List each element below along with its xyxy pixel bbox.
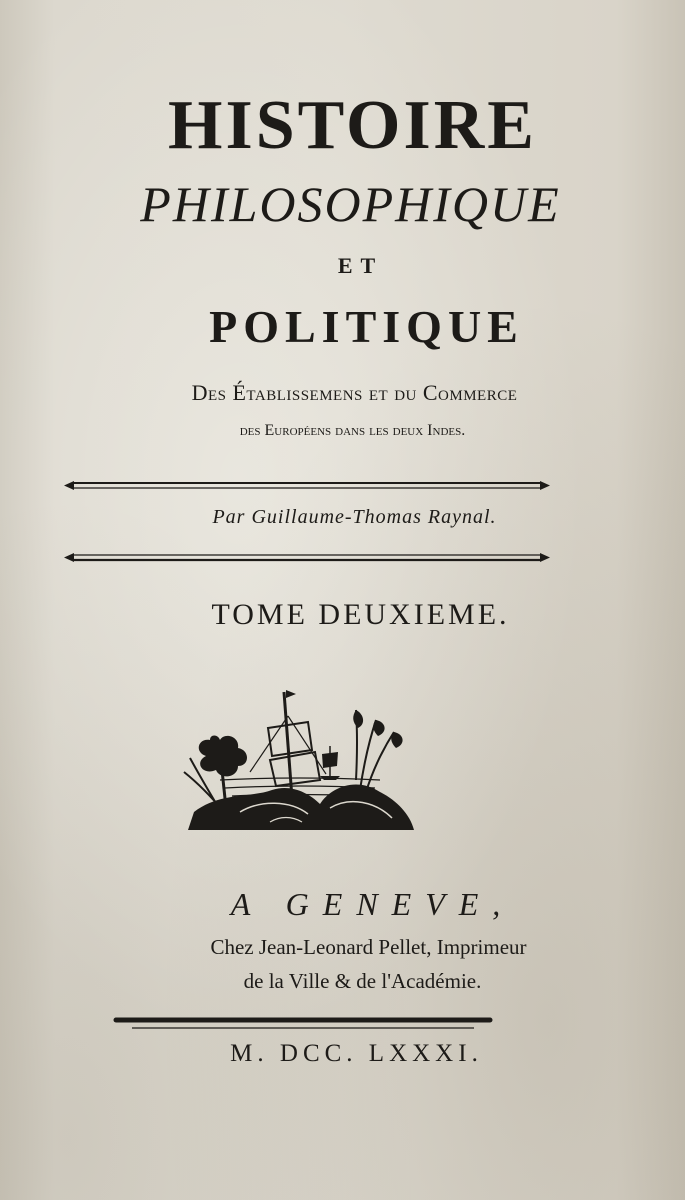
author-line: Par Guillaume-Thomas Raynal.: [212, 506, 497, 528]
imprint-printer-line-1: Chez Jean-Leonard Pellet, Imprimeur: [210, 935, 527, 959]
subtitle-line-1: Des Établissemens et du Commerce: [191, 380, 518, 405]
imprint-city: A GENEVE,: [230, 886, 515, 922]
double-rule-icon: [112, 1014, 494, 1034]
title-line-et: ET: [337, 253, 384, 278]
imprint-year: M. DCC. LXXXI.: [230, 1040, 483, 1067]
imprint-printer-line-2: de la Ville & de l'Académie.: [243, 969, 482, 993]
ship-vignette-icon: [180, 680, 420, 850]
title-line-philosophique: PHILOSOPHIQUE: [140, 176, 561, 232]
double-rule-icon: [62, 478, 552, 494]
title-line-politique: POLITIQUE: [209, 301, 524, 352]
title-line-histoire: HISTOIRE: [168, 87, 537, 164]
volume-line: TOME DEUXIEME.: [211, 598, 510, 631]
subtitle-line-2: des Européens dans les deux Indes.: [239, 422, 466, 439]
double-rule-icon: [62, 550, 552, 566]
